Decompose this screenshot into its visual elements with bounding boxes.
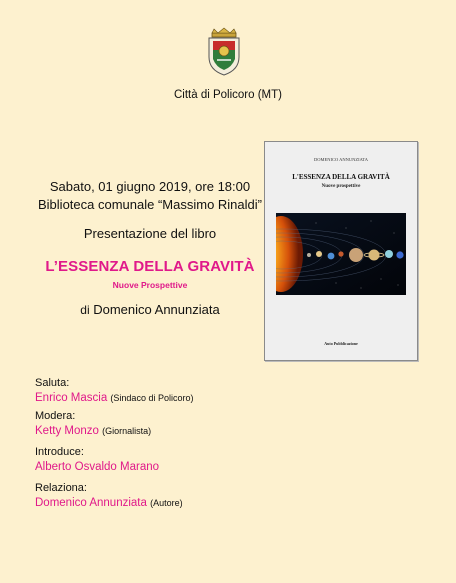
book-title: L’ESSENZA DELLA GRAVITÀ: [45, 258, 255, 275]
cover-author: DOMENICO ANNUNZIATA: [313, 157, 368, 162]
credit-name: Enrico Mascia: [35, 392, 108, 404]
event-venue: Biblioteca comunale “Massimo Rinaldi”: [38, 197, 262, 212]
credit-note: (Sindaco di Policoro): [110, 393, 194, 403]
author-name: Domenico Annunziata: [93, 302, 220, 317]
city-name: Città di Policoro (MT): [174, 89, 282, 101]
cover-publisher: Auto Pubblicazione: [324, 341, 358, 346]
author-prefix: di: [80, 303, 90, 317]
book-cover: [264, 141, 418, 361]
credit-person: [35, 461, 159, 473]
credit-name: Ketty Monzo: [35, 425, 99, 437]
credit-name: Alberto Osvaldo Marano: [35, 461, 160, 473]
credit-name: Domenico Annunziata: [35, 497, 147, 509]
city-crest-icon: [204, 27, 244, 77]
credit-role: Modera:: [35, 410, 76, 422]
author-line: [0, 302, 300, 317]
cover-subtitle: Nuove prospettive: [321, 184, 361, 189]
event-date-time: Sabato, 01 giugno 2019, ore 18:00: [49, 179, 251, 194]
credit-role: Introduce:: [35, 446, 84, 458]
credit-note: (Giornalista): [102, 426, 152, 436]
presentation-label: Presentazione del libro: [83, 226, 217, 241]
credit-role: Relaziona:: [35, 482, 87, 494]
credit-person: [35, 425, 151, 437]
cover-title: L'ESSENZA DELLA GRAVITÀ: [292, 173, 390, 181]
credit-role: Saluta:: [35, 377, 70, 389]
solar-system-image: [276, 213, 406, 295]
credit-person: [35, 497, 183, 509]
credit-note: (Autore): [150, 498, 183, 508]
book-subtitle: Nuove Prospettive: [112, 280, 188, 290]
credit-person: [35, 392, 193, 404]
